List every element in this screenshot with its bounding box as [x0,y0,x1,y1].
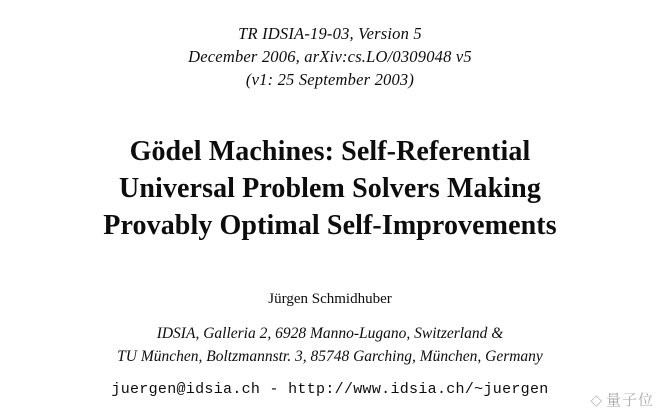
author-contact[interactable]: juergen@idsia.ch - http://www.idsia.ch/~juergen [111,381,549,398]
author-affiliation [40,322,620,368]
tech-report-header [40,22,620,91]
page-title [40,133,620,244]
tech-report-line-2: December 2006, arXiv:cs.LO/0309048 v5 [188,47,472,66]
title-line-3: Provably Optimal Self-Improvements [103,210,557,241]
author-name: Jürgen Schmidhuber [268,291,392,307]
watermark [590,389,654,410]
affiliation-line-2: TU München, Boltzmannstr. 3, 85748 Garching, München, Germany [117,348,543,365]
title-line-1: Gödel Machines: Self-Referential [129,136,531,167]
tech-report-line-3: (v1: 25 September 2003) [245,70,415,89]
tech-report-line-1: TR IDSIA-19-03, Version 5 [238,24,422,43]
watermark-logo-icon: ◇ [590,392,603,409]
affiliation-line-1: IDSIA, Galleria 2, 6928 Manno-Lugano, Switzerland & [156,325,504,342]
title-line-2: Universal Problem Solvers Making [119,173,541,204]
watermark-text: 量子位 [605,392,654,409]
